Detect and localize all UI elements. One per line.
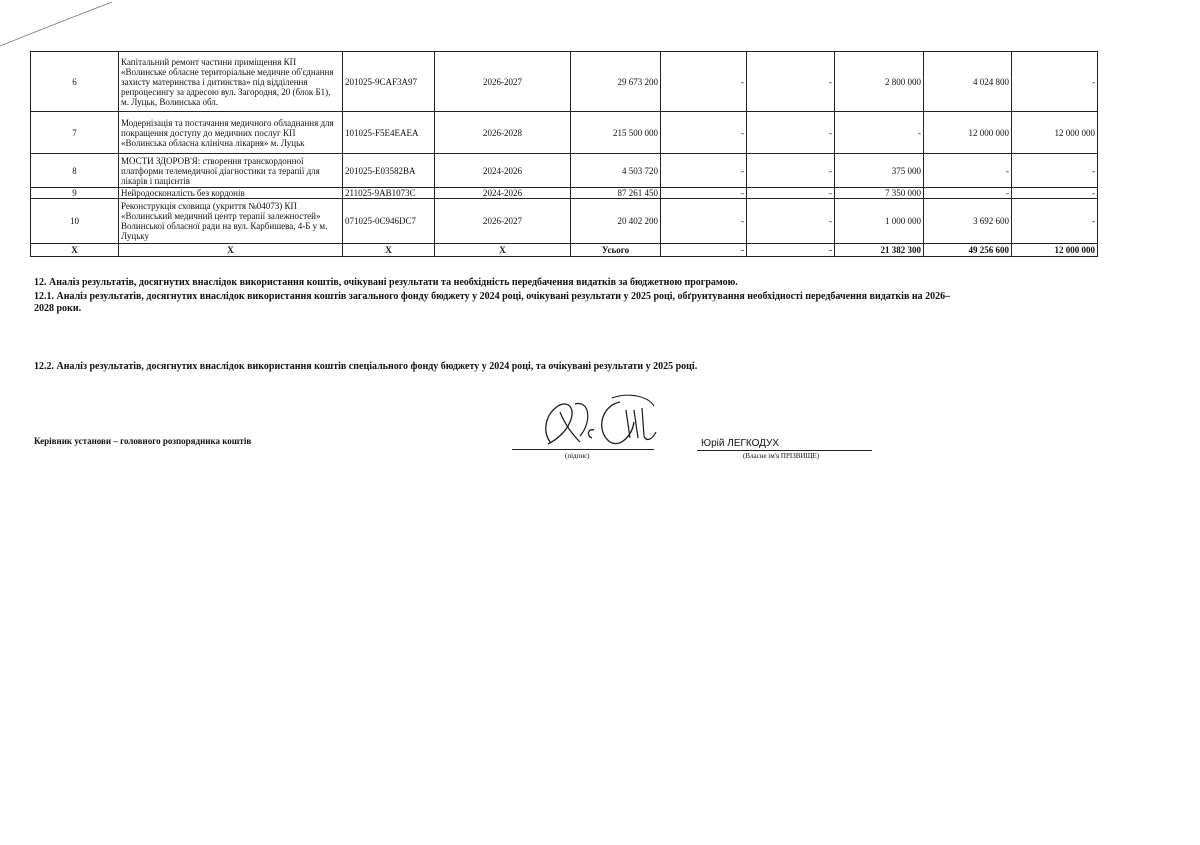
amount-cell: 3 692 600	[924, 199, 1012, 244]
amount-cell: 375 000	[835, 154, 924, 188]
project-name: Нейродосконалість без кордонів	[119, 188, 343, 199]
amount-cell: -	[1012, 199, 1098, 244]
amount-cell: -	[661, 188, 747, 199]
amount-cell: -	[661, 199, 747, 244]
amount-cell: -	[924, 188, 1012, 199]
total-x: X	[31, 244, 119, 257]
project-code: 201025-9CAF3A97	[343, 52, 435, 112]
total-x: X	[119, 244, 343, 257]
total-amount: 21 382 300	[835, 244, 924, 257]
amount-cell: -	[1012, 188, 1098, 199]
total-amount: -	[747, 244, 835, 257]
amount-cell: 4 024 800	[924, 52, 1012, 112]
project-period: 2026-2028	[435, 112, 571, 154]
amount-cell: -	[747, 154, 835, 188]
amount-cell: 1 000 000	[835, 199, 924, 244]
project-name: МОСТИ ЗДОРОВ'Я: створення транскордонної платформи телемедичної діагностики та терапії для лікарів і пацієнтів	[119, 154, 343, 188]
project-period: 2024-2026	[435, 154, 571, 188]
project-total: 20 402 200	[571, 199, 661, 244]
row-number: 9	[31, 188, 119, 199]
amount-cell: -	[747, 199, 835, 244]
row-number: 7	[31, 112, 119, 154]
amount-cell: 7 350 000	[835, 188, 924, 199]
row-number: 8	[31, 154, 119, 188]
head-position-label: Керівник установи – головного розпорядника коштів	[34, 436, 252, 446]
signature-caption: (підпис)	[565, 452, 590, 460]
amount-cell: 12 000 000	[924, 112, 1012, 154]
amount-cell: -	[747, 188, 835, 199]
signature-line	[512, 449, 654, 450]
total-x: X	[435, 244, 571, 257]
project-period: 2026-2027	[435, 199, 571, 244]
amount-cell: -	[1012, 154, 1098, 188]
project-total: 4 503 720	[571, 154, 661, 188]
project-code: 211025-9AB1073C	[343, 188, 435, 199]
row-number: 10	[31, 199, 119, 244]
project-name: Модернізація та постачання медичного обладнання для покращення доступу до медичних послуг КП «Волинська обласна клінічна лікарня» м. Луцьк	[119, 112, 343, 154]
total-row	[31, 244, 1098, 257]
name-caption: (Власне ім'я ПРІЗВИЩЕ)	[743, 452, 820, 460]
handwritten-signature	[520, 392, 670, 456]
table-row	[31, 188, 1098, 199]
table-row	[31, 199, 1098, 244]
total-x: X	[343, 244, 435, 257]
amount-cell: 12 000 000	[1012, 112, 1098, 154]
project-total: 215 500 000	[571, 112, 661, 154]
total-amount: -	[661, 244, 747, 257]
section-12-1-heading: 12.1. Аналіз результатів, досягнутих внаслідок використання коштів загального фонду бюджету у 2024 році, очікувані результати у 2025 році, обґрунтування необхідності передбачення видатків на 2026–2028 роки.	[34, 291, 951, 314]
total-amount: 12 000 000	[1012, 244, 1098, 257]
amount-cell: -	[924, 154, 1012, 188]
table-row	[31, 52, 1098, 112]
project-period: 2024-2026	[435, 188, 571, 199]
project-name: Реконструкція сховища (укриття №04073) КП «Волинський медичний центр терапії залежностей» Волинської обласної ради на вул. Карбишева, 4-Б у м. Луцьку	[119, 199, 343, 244]
amount-cell: -	[661, 112, 747, 154]
amount-cell: 2 800 000	[835, 52, 924, 112]
project-code: 071025-0C946DC7	[343, 199, 435, 244]
project-total: 29 673 200	[571, 52, 661, 112]
amount-cell: -	[747, 112, 835, 154]
table-row	[31, 112, 1098, 154]
section-12-heading: 12. Аналіз результатів, досягнутих внаслідок використання коштів, очікувані результати та необхідність передбачення видатків за бюджетною програмою.	[34, 277, 738, 288]
amount-cell: -	[747, 52, 835, 112]
name-line	[697, 450, 872, 451]
total-amount: 49 256 600	[924, 244, 1012, 257]
project-code: 201025-E03582BA	[343, 154, 435, 188]
total-label: Усього	[571, 244, 661, 257]
amount-cell: -	[661, 154, 747, 188]
amount-cell: -	[1012, 52, 1098, 112]
project-total: 87 261 450	[571, 188, 661, 199]
section-12-2-heading: 12.2. Аналіз результатів, досягнутих внаслідок використання коштів спеціального фонду бюджету у 2024 році, та очікувані результати у 2025 році.	[34, 361, 698, 372]
project-period: 2026-2027	[435, 52, 571, 112]
head-name: Юрій ЛЕГКОДУХ	[701, 438, 780, 449]
project-name: Капітальний ремонт частини приміщення КП «Волинське обласне територіальне медичне об'єднання захисту материнства і дитинства» під відділення репроцесингу за адресою вул. Загородня, 20 (блок Б1), м. Луцьк, Волинська обл.	[119, 52, 343, 112]
projects-table	[30, 51, 1098, 257]
row-number: 6	[31, 52, 119, 112]
project-code: 101025-F5E4EAEA	[343, 112, 435, 154]
amount-cell: -	[661, 52, 747, 112]
table-row	[31, 154, 1098, 188]
amount-cell: -	[835, 112, 924, 154]
